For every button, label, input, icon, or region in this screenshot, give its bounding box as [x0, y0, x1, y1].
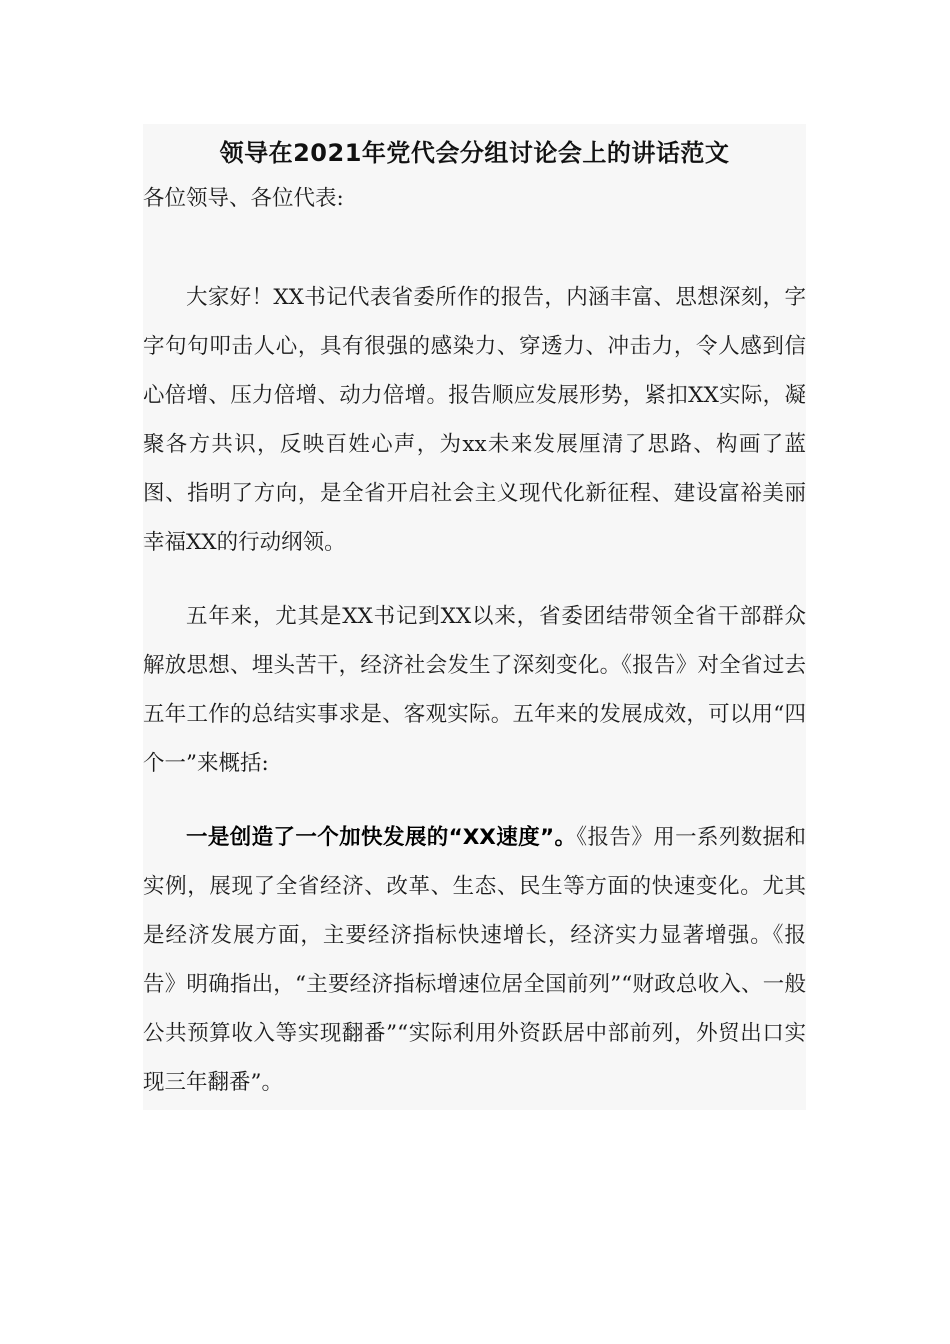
point-one-lead: 一是创造了一个加快发展的“XX速度”。	[186, 825, 577, 850]
greeting: 各位领导、各位代表:	[143, 186, 344, 211]
paragraph-point-one	[143, 813, 806, 1107]
document-title: 领导在2021年党代会分组讨论会上的讲话范文	[219, 139, 730, 167]
document-body	[143, 124, 806, 1110]
point-one-body: 《报告》用一系列数据和实例，展现了全省经济、改革、生态、民生等方面的快速变化。尤其是经济发展方面，主要经济指标快速增长，经济实力显著增强。《报告》明确指出，“主要经济指标增速位居全国前列”“财政总收入、一般公共预算收入等实现翻番”“实际利用外资跃居中部前列，外贸出口实现三年翻番”。	[143, 825, 806, 1095]
paragraph-opening: 大家好！XX书记代表省委所作的报告，内涵丰富、思想深刻，字字句句叩击人心，具有很强的感染力、穿透力、冲击力，令人感到信心倍增、压力倍增、动力倍增。报告顺应发展形势，紧扣XX实际，凝聚各方共识，反映百姓心声，为xx未来发展厘清了思路、构画了蓝图、指明了方向，是全省开启社会主义现代化新征程、建设富裕美丽幸福XX的行动纲领。	[143, 285, 806, 555]
paragraph-five-years: 五年来，尤其是XX书记到XX以来，省委团结带领全省干部群众解放思想、埋头苦干，经济社会发生了深刻变化。《报告》对全省过去五年工作的总结实事求是、客观实际。五年来的发展成效，可以用“四个一”来概括:	[143, 604, 806, 776]
